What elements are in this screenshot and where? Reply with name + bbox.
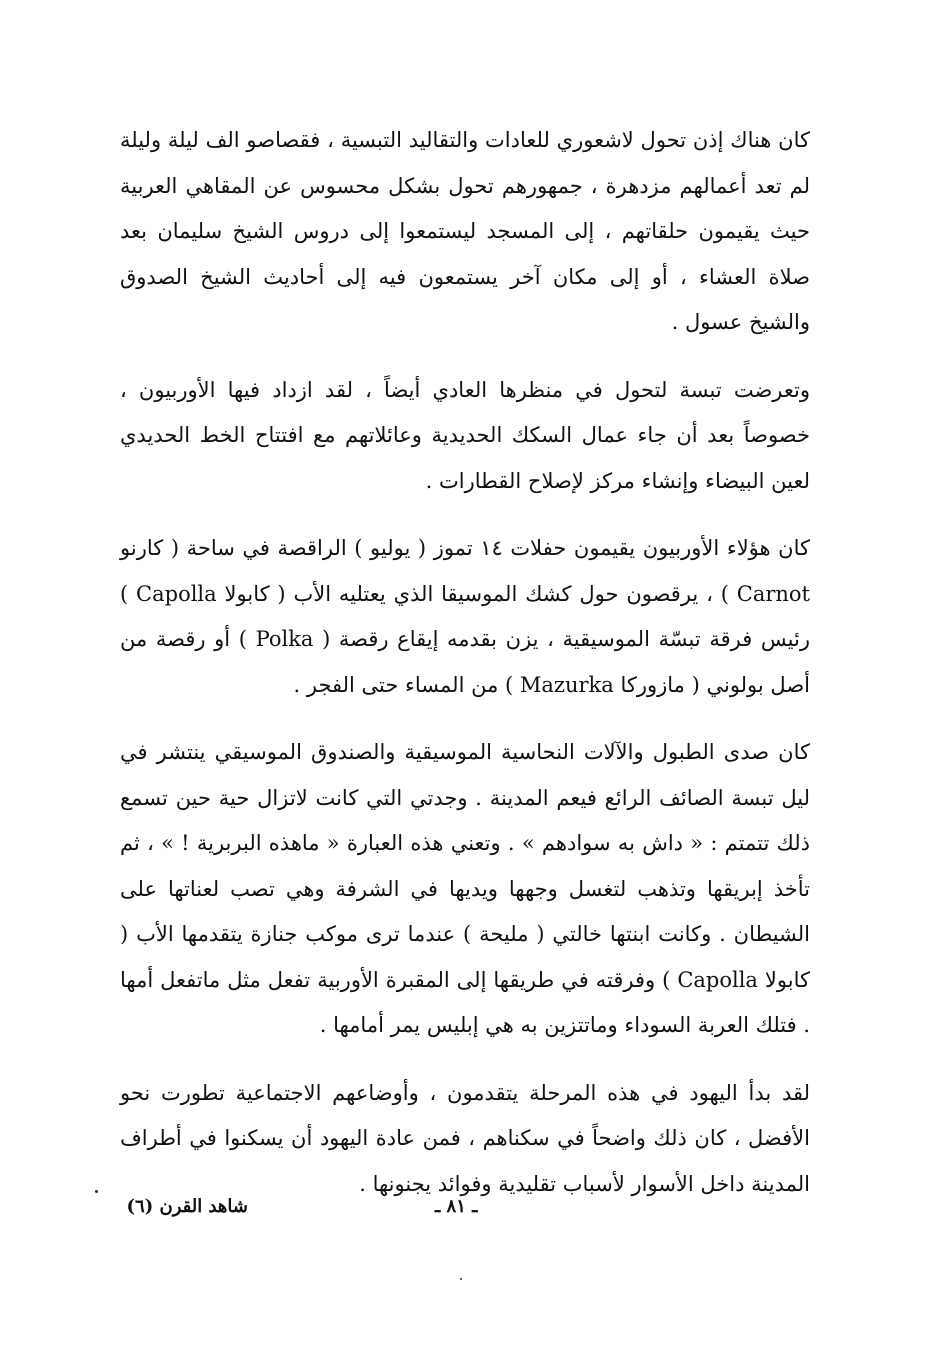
page-number: ـ ٨١ ـ xyxy=(435,1196,478,1217)
paragraph-2: وتعرضت تبسة لتحول في منظرها العادي أيضاً ، لقد ازداد فيها الأوربيون ، خصوصاً بعد أن جاء عمال السكك الحديدية وعائلاتهم مع افتتاح الخط الحديدي لعين البيضاء وإنشاء مركز لإصلاح القطارات . xyxy=(120,377,810,493)
running-title: شاهد القرن (٦) xyxy=(126,1196,248,1217)
paragraph-3: كان هؤلاء الأوربيون يقيمون حفلات ١٤ تموز ( يوليو ) الراقصة في ساحة ( كارنو Carnot ) ، يرقصون حول كشك الموسيقا الذي يعتليه الأب ( كابولا Capolla ) رئيس فرقة تبسّة الموسيقية ، يزن بقدمه إيقاع رقصة ( Polka ) أو رقصة من أصل بولوني ( مازوركا Mazurka ) من المساء حتى الفجر . xyxy=(120,536,811,697)
scan-speck xyxy=(460,1278,462,1280)
paragraph-5: لقد بدأ اليهود في هذه المرحلة يتقدمون ، وأوضاعهم الاجتماعية تطورت نحو الأفضل ، كان ذلك واضحاً في سكناهم ، فمن عادة اليهود أن يسكنوا في أطراف المدينة داخل الأسوار لأسباب تقليدية وفوائد يجنونها . xyxy=(120,1080,810,1196)
page-footer xyxy=(0,1192,940,1232)
paragraph-4: كان صدى الطبول والآلات النحاسية الموسيقية والصندوق الموسيقي ينتشر في ليل تبسة الصائف الرائع فيعم المدينة . وجدتي التي كانت لاتزال حية حين تسمع ذلك تتمتم : « داش به سوادهم » . وتعني هذه العبارة « ماهذه البربرية ! » ، ثم تأخذ إبريقها وتذهب لتغسل وجهها ويديها في الشرفة وهي تصب لعناتها على الشيطان . وكانت ابنتها خالتي ( مليحة ) عندما ترى موكب جنازة يتقدمها الأب ( كابولا Capolla ) وفرقته في طريقها إلى المقبرة الأوربية تفعل مثل ماتفعل أمها . فتلك العربة السوداء وماتتزين به هي إبليس يمر أمامها . xyxy=(120,740,811,1037)
scan-speck xyxy=(95,1190,98,1193)
paragraph-1: كان هناك إذن تحول لاشعوري للعادات والتقاليد التبسية ، فقصاصو الف ليلة وليلة لم تعد أعمالهم مزدهرة ، جمهورهم تحول بشكل محسوس عن المقاهي العربية حيث يقيمون حلقاتهم ، إلى المسجد ليستمعوا إلى دروس الشيخ سليمان بعد صلاة العشاء ، أو إلى مكان آخر يستمعون فيه إلى أحاديث الشيخ الصدوق والشيخ عسول . xyxy=(120,128,810,334)
body-text xyxy=(120,118,810,1229)
